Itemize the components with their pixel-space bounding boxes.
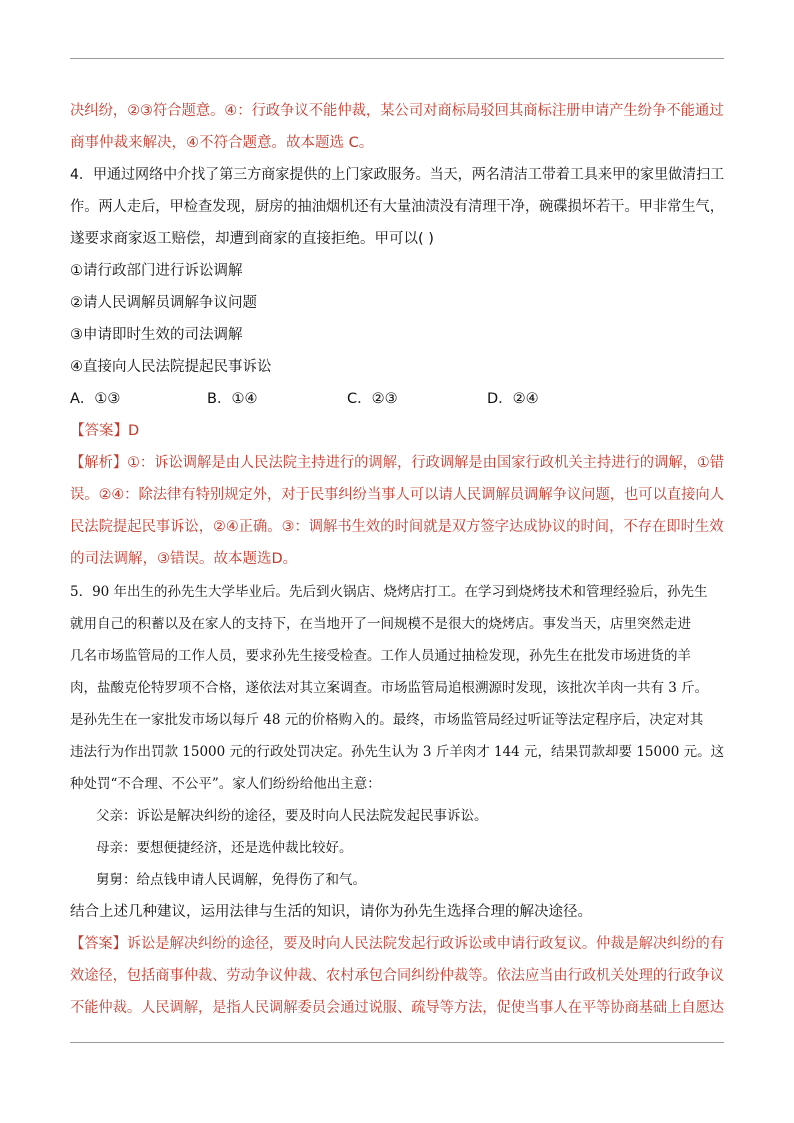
option-a: A．①③ bbox=[70, 391, 121, 407]
question-5-line-7: 种处罚“不合理、不公平”。家人们纷纷给他出主意： bbox=[70, 776, 381, 792]
prev-answer-line-1: 决纠纷，②③符合题意。④：行政争议不能仲裁，某公司对商标局驳回其商标注册申请产生纷争不能通过 bbox=[70, 103, 724, 119]
question-5-line-6: 违法行为作出罚款 15000 元的行政处罚决定。孙先生认为 3 斤羊肉才 144 元，结果罚款却要 15000 元。这 bbox=[70, 744, 725, 760]
prev-answer-line-2: 商事仲裁来解决，④不符合题意。故本题选 C。 bbox=[70, 135, 374, 151]
question-5-line-4: 肉，盐酸克伦特罗项不合格，遂依法对其立案调查。市场监管局追根溯源时发现，该批次羊肉一共有 3 斤。 bbox=[70, 680, 709, 696]
question-5-line-1: 5．90 年出生的孙先生大学毕业后。先后到火锅店、烧烤店打工。在学习到烧烤技术和管理经验后，孙先生 bbox=[70, 584, 708, 600]
option-d: D．②④ bbox=[487, 391, 539, 407]
family-suggestion-father: 父亲：诉讼是解决纠纷的途径，要及时向人民法院发起民事诉讼。 bbox=[96, 808, 488, 824]
analysis-4-line-4: 的司法调解，③错误。故本题选D。 bbox=[70, 551, 298, 567]
family-suggestion-uncle: 舅舅：给点钱申请人民调解，免得伤了和气。 bbox=[96, 872, 366, 888]
statement-2: ②请人民调解员调解争议问题 bbox=[70, 295, 257, 311]
analysis-4-line-3: 民法院提起民事诉讼，②④正确。③：调解书生效的时间就是双方签字达成协议的时间，不存在即时生效 bbox=[70, 519, 724, 535]
statement-4: ④直接向人民法院提起民事诉讼 bbox=[70, 359, 272, 375]
answer-5-line-3: 不能仲裁。人民调解，是指人民调解委员会通过说服、疏导等方法，促使当事人在平等协商基础上自愿达 bbox=[70, 1000, 724, 1016]
question-5-line-2: 就用自己的积蓄以及在家人的支持下，在当地开了一间规模不是很大的烧烤店。事发当天，店里突然走进 bbox=[70, 616, 691, 632]
question-5-line-5: 是孙先生在一家批发市场以每斤 48 元的价格购入的。最终，市场监管局经过听证等法定程序后，决定对其 bbox=[70, 712, 704, 728]
question-4-line-1: 4．甲通过网络中介找了第三方商家提供的上门家政服务。当天，两名清洁工带着工具来甲的家里做清扫工 bbox=[70, 167, 725, 183]
question-4-line-2: 作。两人走后，甲检查发现，厨房的抽油烟机还有大量油渍没有清理干净，碗碟损坏若干。甲非常生气， bbox=[70, 199, 724, 215]
header-rule bbox=[70, 58, 724, 59]
answer-4-tag: 【答案】 bbox=[70, 423, 128, 439]
family-suggestion-mother: 母亲：要想便捷经济，还是选仲裁比较好。 bbox=[96, 840, 353, 856]
answer-4-value: D bbox=[128, 423, 140, 439]
answer-5-line-2: 效途径，包括商事仲裁、劳动争议仲裁、农村承包合同纠纷仲裁等。依法应当由行政机关处理的行政争议 bbox=[70, 968, 724, 984]
option-b: B．①④ bbox=[207, 391, 258, 407]
analysis-4-line-1: 【解析】①：诉讼调解是由人民法院主持进行的调解，行政调解是由国家行政机关主持进行的调解，①错 bbox=[70, 455, 724, 471]
question-5-line-3: 几名市场监管局的工作人员，要求孙先生接受检查。工作人员通过抽检发现，孙先生在批发市场进货的羊 bbox=[70, 648, 691, 664]
analysis-4-line-2: 误。②④：除法律有特别规定外，对于民事纠纷当事人可以请人民调解员调解争议问题，也可以直接向人 bbox=[70, 487, 724, 503]
footer-rule bbox=[70, 1042, 724, 1043]
answer-5-line-1: 【答案】诉讼是解决纠纷的途径，要及时向人民法院发起行政诉讼或申请行政复议。仲裁是解决纠纷的有 bbox=[70, 936, 724, 952]
answer-4 bbox=[70, 421, 139, 441]
option-c: C．②③ bbox=[347, 391, 398, 407]
statement-3: ③申请即时生效的司法调解 bbox=[70, 327, 243, 343]
question-4-line-3: 遂要求商家返工赔偿，却遭到商家的直接拒绝。甲可以( ) bbox=[70, 231, 434, 247]
statement-1: ①请行政部门进行诉讼调解 bbox=[70, 263, 243, 279]
question-5-prompt: 结合上述几种建议，运用法律与生活的知识，请你为孙先生选择合理的解决途径。 bbox=[70, 904, 592, 920]
